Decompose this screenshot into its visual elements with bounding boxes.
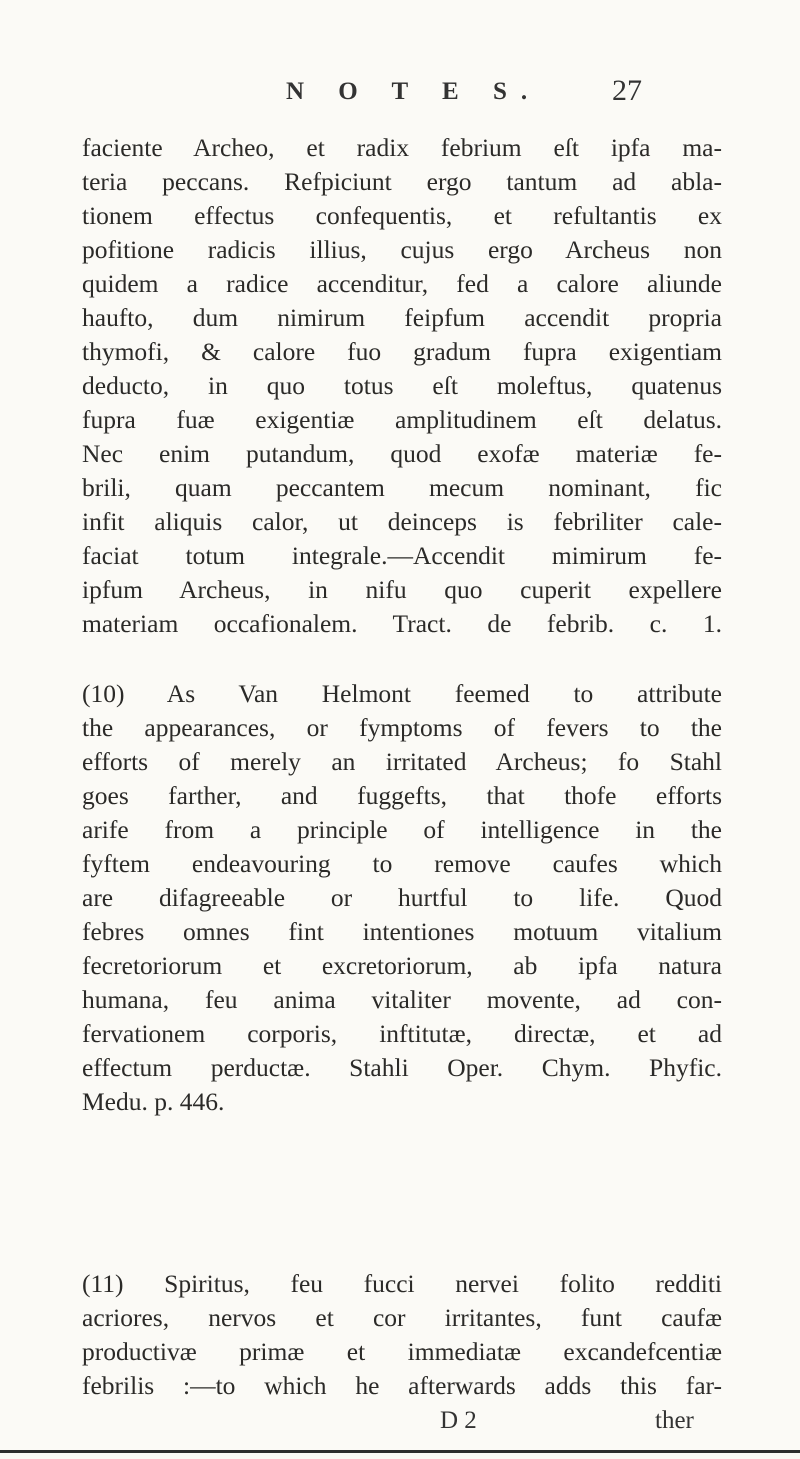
page-number: 27 [612, 74, 642, 107]
text-line: efforts of merely an irritated Archeus; fo Stahl [82, 747, 722, 776]
text-line: teria peccans. Refpiciunt ergo tantum ad abla- [82, 167, 722, 196]
text-line: ipfum Archeus, in nifu quo cuperit expellere [82, 575, 722, 604]
text-line: the appearances, or fymptoms of fevers to the [82, 713, 722, 742]
signature-mark: D 2 [440, 1407, 477, 1434]
text-line: tionem effectus confequentis, et refultantis ex [82, 201, 722, 230]
text-line: fervationem corporis, inftitutæ, directæ, et ad [82, 1019, 722, 1048]
text-line: humana, feu anima vitaliter movente, ad con- [82, 985, 722, 1014]
text-line: haufto, dum nimirum feipfum accendit propria [82, 303, 722, 332]
catchword: ther [655, 1407, 694, 1434]
text-line: febres omnes fint intentiones motuum vitalium [82, 917, 722, 946]
text-line: (10) As Van Helmont feemed to attribute [82, 679, 722, 708]
text-line: are difagreeable or hurtful to life. Quod [82, 883, 722, 912]
text-line: Medu. p. 446. [82, 1087, 225, 1116]
text-line: effectum perductæ. Stahli Oper. Chym. Phyfic. [82, 1053, 722, 1082]
page-edge-divider [0, 1450, 800, 1453]
text-line: brili, quam peccantem mecum nominant, fic [82, 473, 722, 502]
text-line: productivæ primæ et immediatæ excandefcentiæ [82, 1337, 722, 1366]
text-line: faciat totum integrale.—Accendit mimirum fe- [82, 541, 722, 570]
text-line: (11) Spiritus, feu fucci nervei folito redditi [82, 1269, 722, 1298]
text-line: infit aliquis calor, ut deinceps is febriliter cale- [82, 507, 722, 536]
text-line: thymofi, & calore fuo gradum fupra exigentiam [82, 337, 722, 366]
text-line: febrilis :—to which he afterwards adds this far- [82, 1371, 722, 1400]
running-head-title: N O T E S. [286, 78, 542, 105]
text-line: faciente Archeo, et radix febrium eſt ipfa ma- [82, 133, 722, 162]
running-head [0, 74, 800, 118]
text-line: fyftem endeavouring to remove caufes which [82, 849, 722, 878]
text-line: pofitione radicis illius, cujus ergo Archeus non [82, 235, 722, 264]
text-line: fecretoriorum et excretoriorum, ab ipfa natura [82, 951, 722, 980]
text-line: materiam occafionalem. Tract. de febrib. c. 1. [82, 609, 722, 638]
text-line: fupra fuæ exigentiæ amplitudinem eſt delatus. [82, 405, 722, 434]
text-line: goes farther, and fuggefts, that thofe efforts [82, 781, 722, 810]
text-line: deducto, in quo totus eſt moleftus, quatenus [82, 371, 722, 400]
text-line: quidem a radice accenditur, fed a calore aliunde [82, 269, 722, 298]
text-line: Nec enim putandum, quod exofæ materiæ fe- [82, 439, 722, 468]
text-line: arife from a principle of intelligence in the [82, 815, 722, 844]
text-line: acriores, nervos et cor irritantes, funt caufæ [82, 1303, 722, 1332]
